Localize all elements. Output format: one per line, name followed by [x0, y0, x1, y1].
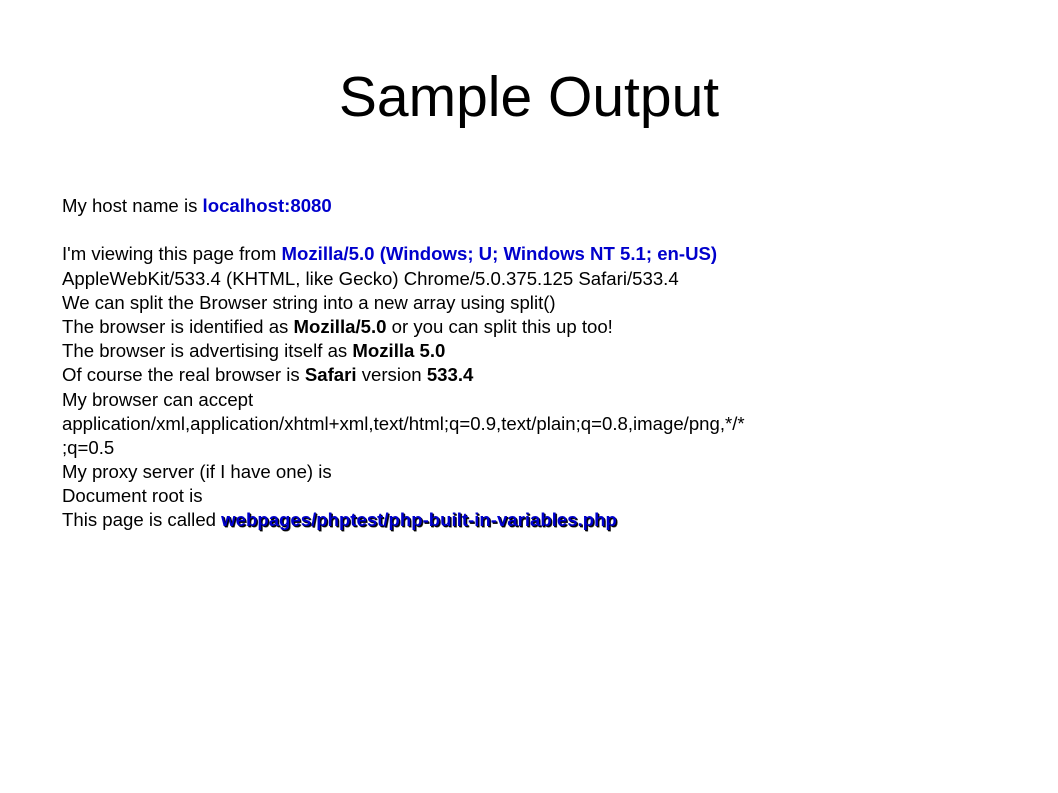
- real-browser-label: Of course the real browser is: [62, 364, 305, 386]
- viewing-label: I'm viewing this page from: [62, 243, 282, 265]
- identified-suffix: or you can split this up too!: [386, 315, 613, 337]
- real-browser-line: [62, 363, 962, 387]
- real-browser-version: 533.4: [426, 364, 474, 386]
- proxy-line: My proxy server (if I have one) is: [62, 461, 332, 483]
- user-agent-value: Mozilla/5.0 (Windows; U; Windows NT 5.1; en-US): [281, 243, 718, 265]
- accept-value-1: application/xml,application/xhtml+xml,text/html;q=0.9,text/plain;q=0.8,image/png,*/*: [62, 412, 745, 434]
- page-called-line: [62, 508, 962, 532]
- identified-line: [62, 315, 962, 339]
- slide-title: Sample Output: [338, 65, 720, 129]
- identified-value: Mozilla/5.0: [293, 315, 387, 337]
- document-root-line: Document root is: [62, 485, 203, 507]
- viewing-line: [62, 242, 962, 266]
- spacer: [62, 218, 962, 242]
- user-agent-continued: AppleWebKit/533.4 (KHTML, like Gecko) Chrome/5.0.375.125 Safari/533.4: [62, 267, 679, 289]
- advertising-label: The browser is advertising itself as: [62, 340, 353, 362]
- real-browser-mid: version: [356, 364, 427, 386]
- host-value: localhost:8080: [202, 195, 332, 216]
- advertising-line: [62, 339, 962, 363]
- page-called-value: webpages/phptest/php-built-in-variables.php: [221, 509, 617, 531]
- host-line: [62, 194, 962, 218]
- page-called-label: This page is called: [62, 509, 222, 531]
- split-line: We can split the Browser string into a new array using split(): [62, 291, 556, 313]
- accept-value-2: ;q=0.5: [62, 436, 115, 458]
- advertising-value: Mozilla 5.0: [352, 340, 446, 362]
- identified-label: The browser is identified as: [62, 315, 294, 337]
- host-label: My host name is: [62, 195, 203, 216]
- output-body: [62, 194, 962, 533]
- real-browser-name: Safari: [304, 364, 357, 386]
- accept-label: My browser can accept: [62, 388, 254, 410]
